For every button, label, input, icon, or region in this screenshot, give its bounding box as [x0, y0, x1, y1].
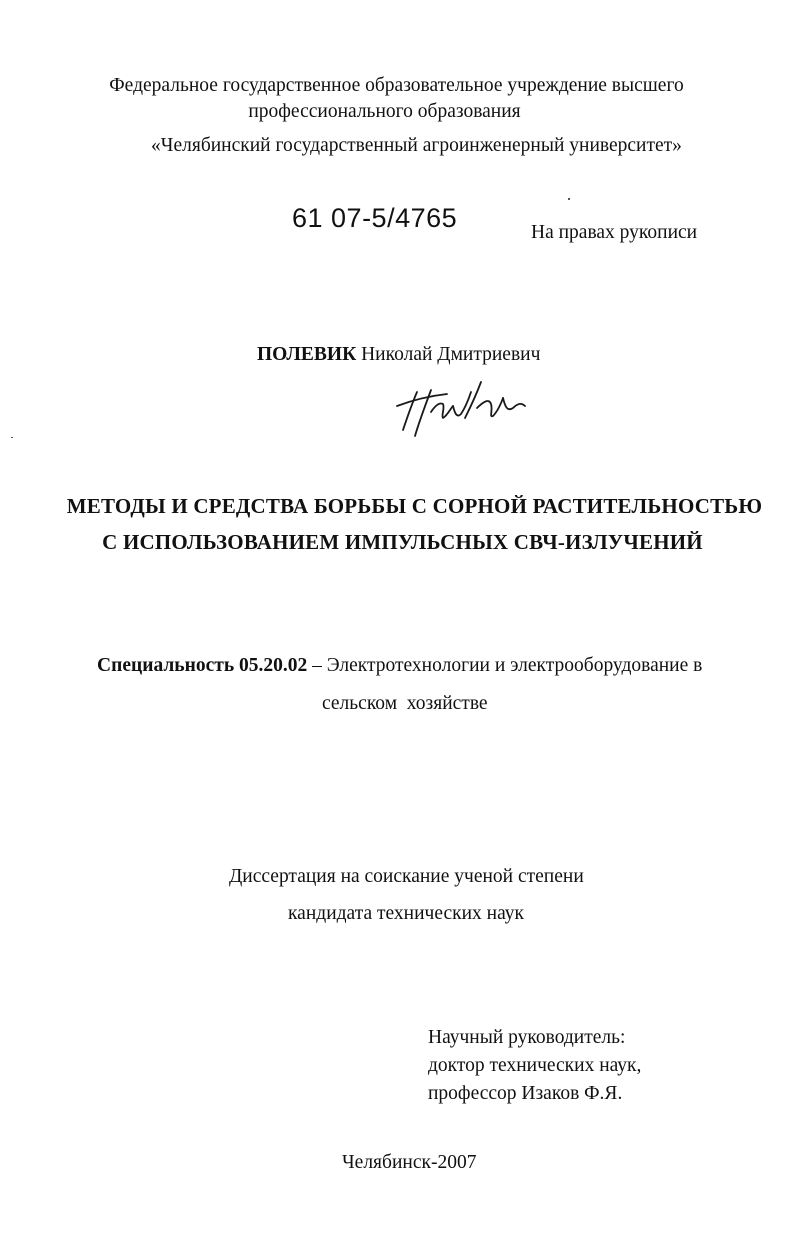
university-name: «Челябинский государственный агроинженерный университет»: [151, 135, 682, 156]
author-surname: ПОЛЕВИК: [257, 344, 357, 365]
author-signature: [395, 368, 535, 448]
signature-drawing: [395, 368, 535, 448]
degree-line-1: Диссертация на соискание ученой степени: [229, 866, 584, 887]
specialty-description: – Электротехнологии и электрооборудование в: [312, 655, 703, 676]
supervisor-degree: доктор технических наук,: [428, 1055, 642, 1076]
org-line-1: Федеральное государственное образовательное учреждение высшего: [109, 75, 684, 96]
dissertation-title-line-2: С ИСПОЛЬЗОВАНИЕМ ИМПУЛЬСНЫХ СВЧ-ИЗЛУЧЕНИЙ: [102, 530, 703, 554]
specialty-label: Специальность 05.20.02: [97, 655, 308, 676]
org-line-2: профессионального образования: [248, 101, 521, 122]
author-given-names: Николай Дмитриевич: [361, 344, 541, 365]
degree-line-2: кандидата технических наук: [288, 903, 524, 924]
specialty-line-2: сельском хозяйстве: [322, 693, 488, 714]
supervisor-name: профессор Изаков Ф.Я.: [428, 1083, 623, 1104]
rights-note: На правах рукописи: [531, 222, 698, 243]
author-name: [257, 344, 540, 366]
specialty-line-1: [97, 655, 702, 677]
supervisor-block: [428, 1024, 641, 1108]
dissertation-title-line-1: МЕТОДЫ И СРЕДСТВА БОРЬБЫ С СОРНОЙ РАСТИТЕЛЬНОСТЬЮ: [66, 494, 763, 518]
scan-speck: [568, 198, 570, 200]
registration-number: 61 07-5/4765: [292, 203, 458, 233]
scan-speck: [11, 437, 13, 438]
supervisor-heading: Научный руководитель:: [428, 1027, 626, 1048]
city-year: Челябинск-2007: [342, 1152, 477, 1173]
